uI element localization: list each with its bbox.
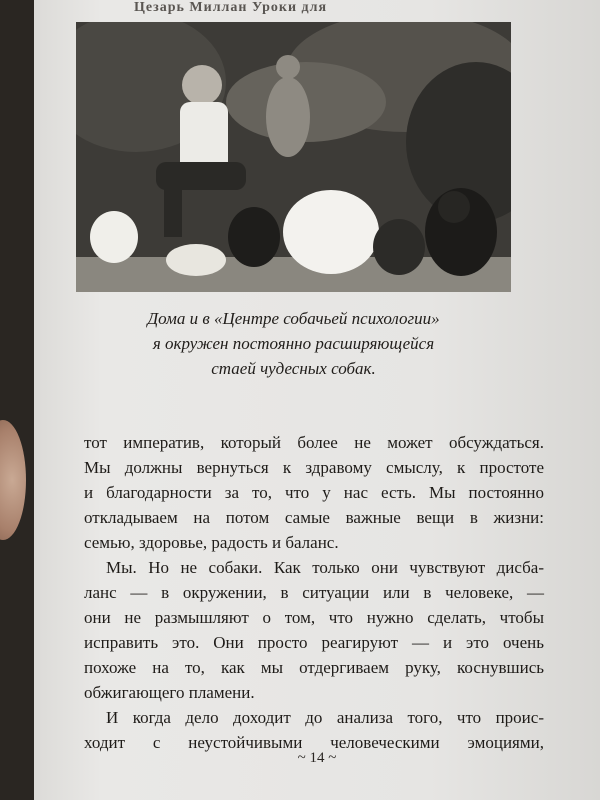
text-line: семью, здоровье, радость и баланс. [84, 533, 339, 552]
finger-edge [0, 420, 26, 540]
caption-line: стаей чудесных собак. [211, 359, 376, 378]
text-line: Мы должны вернуться к здравому смыслу, к простоте [84, 458, 544, 477]
photo-illustration [76, 22, 511, 292]
text-line: И когда дело доходит до анализа того, что проис- [106, 708, 544, 727]
caption-line: я окружен постоянно расширяющейся [152, 334, 435, 353]
text-line: похоже на то, как мы отдергиваем руку, коснувшись [84, 658, 544, 677]
book-page [34, 0, 600, 800]
text-line: исправить это. Они просто реагируют — и это очень [84, 633, 544, 652]
body-text [84, 430, 544, 755]
caption-line: Дома и в «Центре собачьей психологии» [147, 309, 440, 328]
text-line: Мы. Но не собаки. Как только они чувствуют дисба- [106, 558, 544, 577]
photo-caption [76, 306, 511, 381]
text-line: они не размышляют о том, что нужно сделать, чтобы [84, 608, 544, 627]
text-line: тот императив, который более не может обсуждаться. [84, 433, 544, 452]
text-line: ланс — в окружении, в ситуации или в человеке, — [84, 583, 544, 602]
text-line: откладываем на потом самые важные вещи в жизни: [84, 508, 544, 527]
running-header: Цезарь Миллан Уроки для [134, 0, 328, 15]
text-line: и благодарности за то, что у нас есть. Мы постоянно [84, 483, 544, 502]
photo [76, 22, 511, 292]
page-number: ~ 14 ~ [297, 750, 337, 766]
text-line: ходит с неустойчивыми человеческими эмоциями, [84, 733, 544, 752]
text-line: обжигающего пламени. [84, 683, 255, 702]
